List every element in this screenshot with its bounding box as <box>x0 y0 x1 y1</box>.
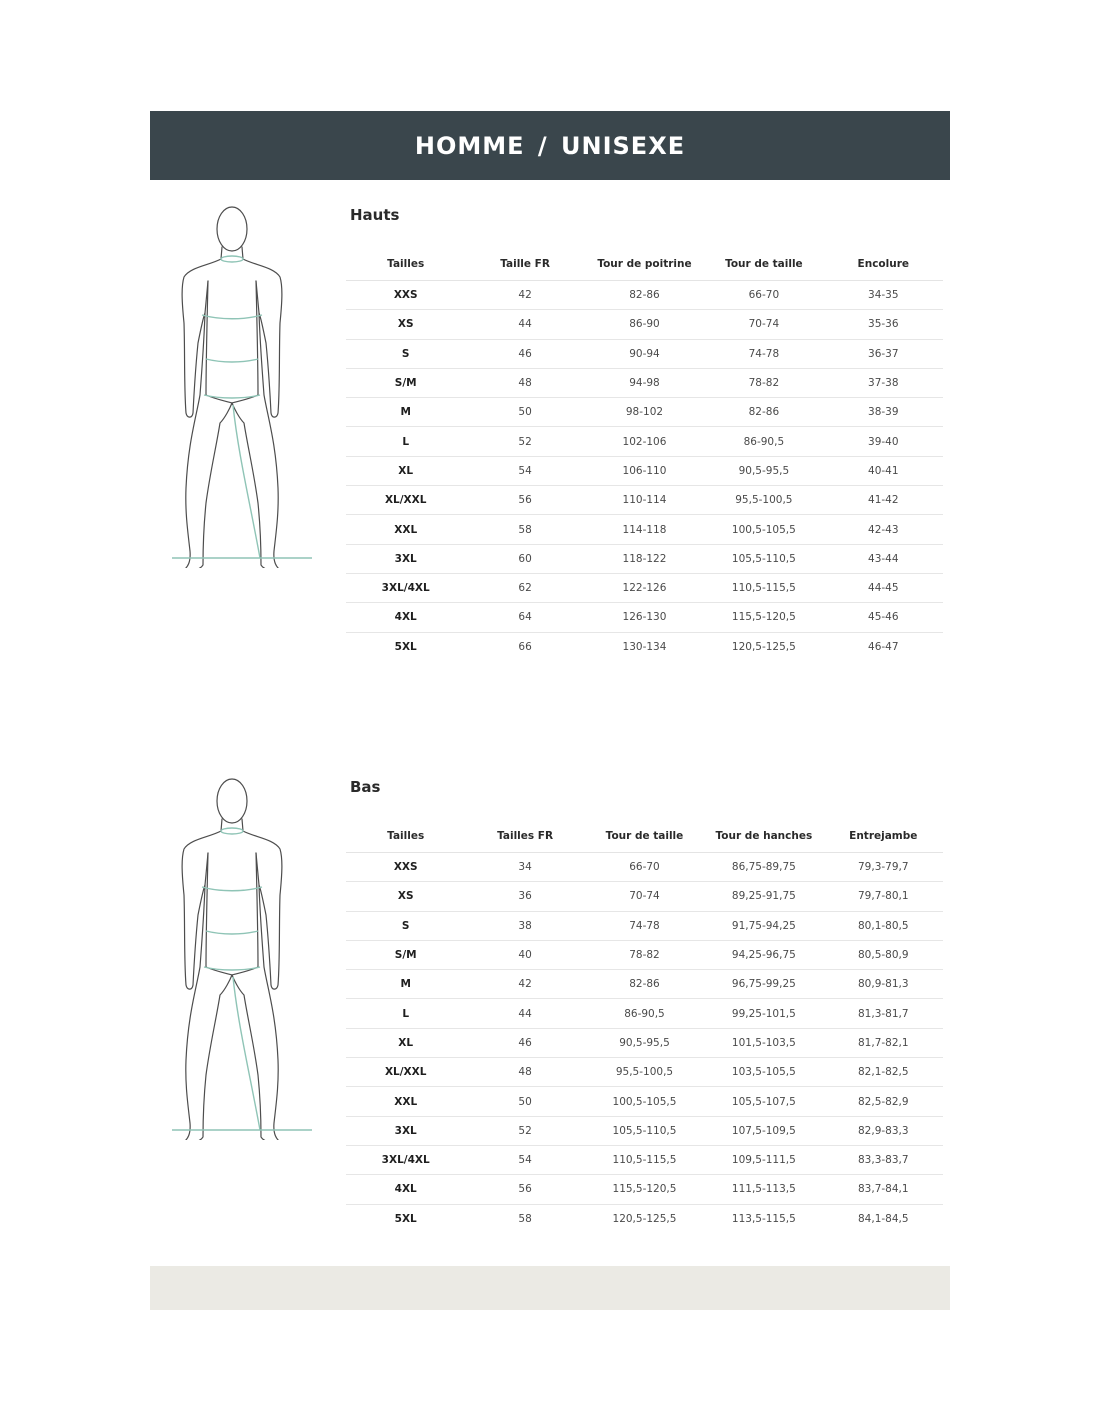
size-cell: 5XL <box>394 1212 417 1225</box>
table-row <box>346 281 943 310</box>
table-cell: 91,75-94,25 <box>704 911 823 940</box>
table-cell: 90-94 <box>585 339 704 368</box>
table-cell: 106-110 <box>585 456 704 485</box>
table-row <box>346 999 943 1028</box>
size-table-bas <box>346 819 943 1233</box>
table-cell: 82,1-82,5 <box>824 1058 943 1087</box>
size-cell: XXS <box>346 853 465 882</box>
size-cell: L <box>346 999 465 1028</box>
table-cell: 79,7-80,1 <box>824 882 943 911</box>
table-cell: 115,5-120,5 <box>704 603 823 632</box>
table-row <box>346 1116 943 1145</box>
header-band <box>150 111 950 180</box>
table-cell: 54 <box>465 1145 584 1174</box>
table-row <box>346 970 943 999</box>
size-cell: M <box>346 398 465 427</box>
table-cell: 102-106 <box>585 427 704 456</box>
table-cell: 44-45 <box>824 573 943 602</box>
table-cell: 70-74 <box>704 310 823 339</box>
table-cell: 95,5-100,5 <box>585 1058 704 1087</box>
table-header-row <box>346 819 943 853</box>
table-row <box>346 427 943 456</box>
section-title-bas: Bas <box>350 778 381 796</box>
table-cell: 110,5-115,5 <box>704 573 823 602</box>
size-cell: XL/XXL <box>346 1058 465 1087</box>
table-cell: 83,3-83,7 <box>824 1145 943 1174</box>
table-cell: 126-130 <box>585 603 704 632</box>
table-cell: 56 <box>465 1175 584 1204</box>
table-row <box>346 339 943 368</box>
table-cell: 100,5-105,5 <box>585 1087 704 1116</box>
table-cell: 37-38 <box>824 368 943 397</box>
table-cell: 66-70 <box>585 853 704 882</box>
table-cell: 79,3-79,7 <box>824 853 943 882</box>
table-cell: 130-134 <box>622 640 667 653</box>
table-cell: 36-37 <box>824 339 943 368</box>
table-cell: 70-74 <box>585 882 704 911</box>
table-row <box>346 310 943 339</box>
table-cell: 66 <box>518 640 532 653</box>
table-cell: 84,1-84,5 <box>858 1212 909 1225</box>
size-cell: XL/XXL <box>346 486 465 515</box>
page-title: HOMME / UNISEXE <box>414 131 686 160</box>
table-cell: 36 <box>465 882 584 911</box>
table-cell: 81,7-82,1 <box>824 1028 943 1057</box>
table-cell: 34 <box>465 853 584 882</box>
size-cell: XXL <box>346 515 465 544</box>
table-cell: 40 <box>465 940 584 969</box>
table-row <box>346 1145 943 1174</box>
table-cell: 82,9-83,3 <box>824 1116 943 1145</box>
column-header: Encolure <box>824 247 943 281</box>
table-row <box>346 911 943 940</box>
table-row <box>346 603 943 632</box>
size-cell: XS <box>346 310 465 339</box>
table-cell: 58 <box>465 515 584 544</box>
table-cell: 58 <box>518 1212 532 1225</box>
table-cell: 113,5-115,5 <box>731 1212 796 1225</box>
table-cell: 82-86 <box>704 398 823 427</box>
column-header: Tailles <box>346 247 465 281</box>
body-silhouette-icon <box>170 775 315 1140</box>
table-cell: 96,75-99,25 <box>704 970 823 999</box>
size-cell: XXL <box>346 1087 465 1116</box>
size-cell: 5XL <box>394 640 417 653</box>
table-cell: 86-90,5 <box>585 999 704 1028</box>
table-cell: 118-122 <box>585 544 704 573</box>
table-cell: 56 <box>465 486 584 515</box>
table-cell: 39-40 <box>824 427 943 456</box>
size-cell: L <box>346 427 465 456</box>
table-body <box>346 281 943 661</box>
table-cell: 46 <box>465 339 584 368</box>
table-row <box>346 853 943 882</box>
table-cell: 66-70 <box>704 281 823 310</box>
table-body <box>346 853 943 1233</box>
size-cell: XL <box>346 456 465 485</box>
table-row <box>346 1175 943 1204</box>
table-cell: 111,5-113,5 <box>704 1175 823 1204</box>
size-cell: XL <box>346 1028 465 1057</box>
table-cell: 109,5-111,5 <box>704 1145 823 1174</box>
table-cell: 41-42 <box>824 486 943 515</box>
size-cell: S/M <box>346 368 465 397</box>
table-cell: 94-98 <box>585 368 704 397</box>
size-cell: 3XL/4XL <box>346 1145 465 1174</box>
table-cell: 80,5-80,9 <box>824 940 943 969</box>
table-cell: 120,5-125,5 <box>612 1212 677 1225</box>
table-cell: 40-41 <box>824 456 943 485</box>
body-figure-hauts-icon <box>170 203 315 568</box>
size-cell: 3XL/4XL <box>346 573 465 602</box>
table-row <box>346 882 943 911</box>
table-cell: 48 <box>465 1058 584 1087</box>
column-header: Tour de poitrine <box>585 247 704 281</box>
table-row <box>346 1204 943 1233</box>
footer-band <box>150 1266 950 1310</box>
table-header-row <box>346 247 943 281</box>
table-cell: 80,9-81,3 <box>824 970 943 999</box>
size-cell: S/M <box>346 940 465 969</box>
table-cell: 89,25-91,75 <box>704 882 823 911</box>
section-title-hauts: Hauts <box>350 206 400 224</box>
table-cell: 38 <box>465 911 584 940</box>
table-cell: 46 <box>465 1028 584 1057</box>
table-cell: 52 <box>465 427 584 456</box>
table-cell: 50 <box>465 398 584 427</box>
size-cell: XXS <box>346 281 465 310</box>
table-row <box>346 1058 943 1087</box>
size-cell: XS <box>346 882 465 911</box>
table-row <box>346 456 943 485</box>
table-cell: 82-86 <box>585 970 704 999</box>
table-row <box>346 1087 943 1116</box>
table-cell: 48 <box>465 368 584 397</box>
column-header: Tailles FR <box>465 819 584 853</box>
table-row <box>346 398 943 427</box>
table-cell: 35-36 <box>824 310 943 339</box>
table-cell: 98-102 <box>585 398 704 427</box>
size-cell: 3XL <box>346 544 465 573</box>
table-cell: 82,5-82,9 <box>824 1087 943 1116</box>
table-cell: 103,5-105,5 <box>704 1058 823 1087</box>
table-cell: 86,75-89,75 <box>704 853 823 882</box>
column-header: Entrejambe <box>824 819 943 853</box>
table-cell: 38-39 <box>824 398 943 427</box>
table-cell: 99,25-101,5 <box>704 999 823 1028</box>
table-cell: 90,5-95,5 <box>585 1028 704 1057</box>
table-cell: 74-78 <box>585 911 704 940</box>
table-row <box>346 632 943 661</box>
table-cell: 100,5-105,5 <box>704 515 823 544</box>
table-cell: 44 <box>465 999 584 1028</box>
table-cell: 101,5-103,5 <box>704 1028 823 1057</box>
table-cell: 82-86 <box>585 281 704 310</box>
table-cell: 114-118 <box>585 515 704 544</box>
table-cell: 105,5-110,5 <box>704 544 823 573</box>
table-cell: 110,5-115,5 <box>585 1145 704 1174</box>
column-header: Tour de taille <box>585 819 704 853</box>
table-cell: 81,3-81,7 <box>824 999 943 1028</box>
table-cell: 83,7-84,1 <box>824 1175 943 1204</box>
table-cell: 94,25-96,75 <box>704 940 823 969</box>
table-cell: 105,5-107,5 <box>704 1087 823 1116</box>
column-header: Tailles <box>346 819 465 853</box>
table-cell: 64 <box>465 603 584 632</box>
table-row <box>346 515 943 544</box>
table-row <box>346 1028 943 1057</box>
table-cell: 42-43 <box>824 515 943 544</box>
column-header: Tour de hanches <box>704 819 823 853</box>
table-row <box>346 368 943 397</box>
table-cell: 115,5-120,5 <box>585 1175 704 1204</box>
table-cell: 95,5-100,5 <box>704 486 823 515</box>
table-row <box>346 486 943 515</box>
size-cell: S <box>346 911 465 940</box>
table-cell: 105,5-110,5 <box>585 1116 704 1145</box>
table-cell: 46-47 <box>868 640 899 653</box>
size-cell: M <box>346 970 465 999</box>
column-header: Taille FR <box>465 247 584 281</box>
table-cell: 60 <box>465 544 584 573</box>
column-header: Tour de taille <box>704 247 823 281</box>
table-cell: 62 <box>465 573 584 602</box>
table-cell: 80,1-80,5 <box>824 911 943 940</box>
table-cell: 42 <box>465 281 584 310</box>
table-cell: 110-114 <box>585 486 704 515</box>
table-cell: 78-82 <box>704 368 823 397</box>
table-cell: 34-35 <box>824 281 943 310</box>
table-cell: 122-126 <box>585 573 704 602</box>
table-cell: 74-78 <box>704 339 823 368</box>
table-cell: 44 <box>465 310 584 339</box>
table-row <box>346 573 943 602</box>
table-cell: 43-44 <box>824 544 943 573</box>
size-cell: S <box>346 339 465 368</box>
table-cell: 54 <box>465 456 584 485</box>
table-row <box>346 940 943 969</box>
table-cell: 52 <box>465 1116 584 1145</box>
table-row <box>346 544 943 573</box>
size-cell: 4XL <box>346 1175 465 1204</box>
table-cell: 42 <box>465 970 584 999</box>
size-table-hauts <box>346 247 943 661</box>
table-cell: 107,5-109,5 <box>704 1116 823 1145</box>
table-cell: 90,5-95,5 <box>704 456 823 485</box>
table-cell: 78-82 <box>585 940 704 969</box>
size-cell: 4XL <box>346 603 465 632</box>
table-cell: 45-46 <box>824 603 943 632</box>
size-cell: 3XL <box>346 1116 465 1145</box>
table-cell: 50 <box>465 1087 584 1116</box>
table-cell: 86-90,5 <box>704 427 823 456</box>
body-silhouette-icon <box>170 203 315 568</box>
table-cell: 120,5-125,5 <box>731 640 796 653</box>
body-figure-bas-icon <box>170 775 315 1140</box>
table-cell: 86-90 <box>585 310 704 339</box>
